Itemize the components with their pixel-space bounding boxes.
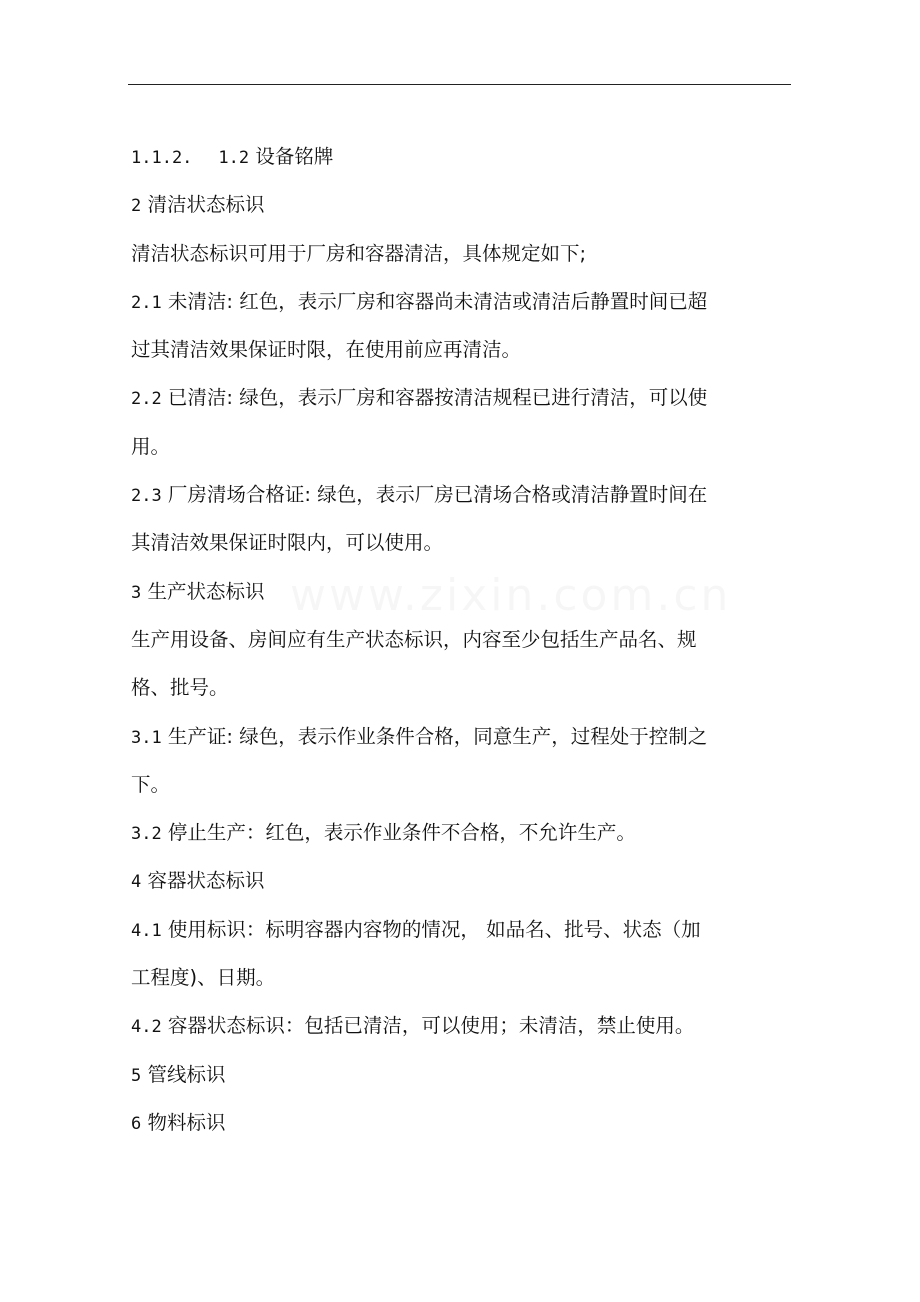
item-text: 已清洁: 绿色，表示厂房和容器按清洁规程已进行清洁，可以使 (167, 386, 708, 410)
heading-4 (131, 864, 781, 912)
heading-5 (131, 1058, 781, 1106)
paragraph-text: 工程度)、日期。 (131, 966, 276, 990)
document-body (131, 140, 781, 1154)
paragraph-line (131, 526, 781, 574)
paragraph-text: 生产用设备、房间应有生产状态标识，内容至少包括生产品名、规 (131, 627, 697, 651)
header-rule (128, 84, 791, 85)
item-2-1 (131, 285, 781, 333)
paragraph-line (131, 768, 781, 816)
item-2-3 (131, 478, 781, 526)
paragraph-text: 过其清洁效果保证时限，在使用前应再清洁。 (131, 338, 522, 362)
paragraph-line (131, 430, 781, 478)
item-4-1 (131, 913, 781, 961)
paragraph-line (131, 671, 781, 719)
item-3-2 (131, 816, 781, 864)
heading-3 (131, 575, 781, 623)
section-number: 2 (131, 196, 142, 217)
paragraph-text: 用。 (131, 434, 171, 458)
section-number: 1.2 (218, 148, 250, 168)
item-2-2 (131, 381, 781, 429)
item-text: 未清洁: 红色，表示厂房和容器尚未清洁或清洁后静置时间已超 (167, 289, 708, 313)
item-text: 容器状态标识：包括已清洁，可以使用；未清洁，禁止使用。 (167, 1014, 695, 1038)
section-number: 4.1 (131, 920, 162, 941)
heading-text: 容器状态标识 (147, 869, 265, 893)
item-3-1 (131, 720, 781, 768)
item-text: 停止生产：红色，表示作业条件不合格，不允许生产。 (167, 821, 636, 845)
section-number: 2.3 (131, 486, 162, 507)
heading-text: 生产状态标识 (147, 579, 265, 603)
paragraph-line (131, 623, 781, 671)
section-number: 3.2 (131, 824, 162, 845)
section-number: 3 (131, 582, 142, 603)
paragraph-text: 下。 (131, 772, 171, 796)
item-4-2 (131, 1009, 781, 1057)
item-text: 使用标识：标明容器内容物的情况， 如品名、批号、状态（加 (167, 917, 701, 941)
heading-6 (131, 1106, 781, 1154)
paragraph-line (131, 333, 781, 381)
item-text: 厂房清场合格证: 绿色，表示厂房已清场合格或清洁静置时间在 (167, 483, 708, 507)
heading-text: 清洁状态标识 (147, 193, 265, 217)
heading-text: 物料标识 (147, 1110, 226, 1134)
paragraph-text: 格、批号。 (131, 676, 229, 700)
heading-1-1-2 (131, 140, 781, 188)
section-number: 4.2 (131, 1017, 162, 1038)
section-number: 2.2 (131, 389, 162, 410)
heading-text: 设备铭牌 (255, 145, 334, 168)
paragraph-line (131, 961, 781, 1009)
paragraph-text: 清洁状态标识可用于厂房和容器清洁，具体规定如下; (131, 241, 587, 265)
heading-2 (131, 188, 781, 236)
section-number: 6 (131, 1113, 142, 1134)
heading-text: 管线标识 (147, 1062, 226, 1086)
section-number: 4 (131, 872, 142, 893)
paragraph-line (131, 237, 781, 285)
section-number: 1.1.2. (131, 148, 193, 168)
paragraph-text: 其清洁效果保证时限内，可以使用。 (131, 531, 444, 555)
section-number: 2.1 (131, 292, 162, 313)
item-text: 生产证: 绿色，表示作业条件合格，同意生产，过程处于控制之 (167, 724, 708, 748)
section-number: 5 (131, 1065, 142, 1086)
section-number: 3.1 (131, 727, 162, 748)
